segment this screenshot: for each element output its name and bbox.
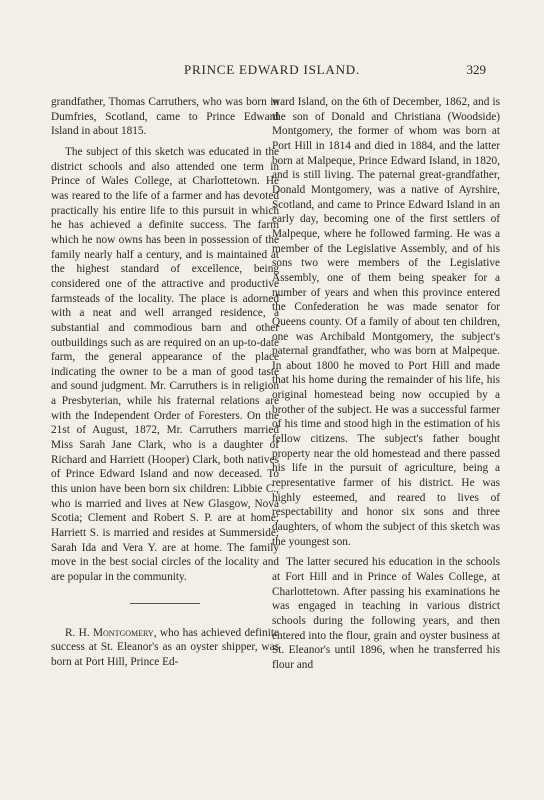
subject-name: R. H. Montgomery, xyxy=(65,626,157,639)
paragraph-montgomery-intro xyxy=(51,626,279,670)
paragraph-carruthers-bio: The subject of this sketch was educated in the district schools and also attended one term in Prince of Wales College, at Charlottetown. He was reared to the life of a farmer and has devoted practically his entire life to this pursuit in which he has achieved a definite success. The farm which he now owns has been in possession of the family nearly half a century, and is maintained at the highest standard of excellence, being considered one of the attractive and productive farmsteads of the locality. The place is adorned with a neat and well arranged residence, a substantial and commodious barn and other outbuildings such as are required on an up-to-date farm, the general appearance of the place indicating the owner to be a man of good taste and sound judgment. Mr. Carruthers is in religion a Presbyterian, while his fraternal relations are with the Independent Order of Foresters. On the 21st of August, 1872, Mr. Carruthers married Miss Sarah Jane Clark, who is a daughter of Richard and Harriett (Hooper) Clark, both natives of Prince Edward Island and now deceased. To this union have been born six children: Libbie C., who is married and lives at New Glasgow, Nova Scotia; Clement and Robert S. P. are at home; Harriett S. is married and resides at Summerside; Sarah Ida and Vera Y. are at home. The family move in the best social circles of the locality and are popular in the community. xyxy=(51,145,279,583)
page-number: 329 xyxy=(466,62,486,77)
paragraph-continuation: grandfather, Thomas Carruthers, who was born in Dumfries, Scotland, came to Prince Edward Island in about 1815. xyxy=(51,96,279,138)
running-title: PRINCE EDWARD ISLAND. xyxy=(183,62,361,77)
paragraph-montgomery-intro-text: who has achieved definite success at St. Eleanor's as an oyster shipper, was born at Port Hill, Prince Ed- xyxy=(51,626,279,668)
right-column xyxy=(272,95,500,673)
page-header xyxy=(0,62,544,82)
paragraph-montgomery-education: The latter secured his education in the schools at Fort Hill and in Prince of Wales College, at Charlottetown. After passing his examinations he was engaged in teaching in various district schools during the following years, and then entered into the flour, grain and oyster business at St. Eleanor's until 1896, when he transferred his flour and xyxy=(272,556,500,671)
paragraph-montgomery-family: ward Island, on the 6th of December, 1862, and is the son of Donald and Christiana (Woodside) Montgomery, the former of whom was born at Port Hill in 1814 and died in 1884, and the latter born at Malpeque, Prince Edward Island, in 1820, and is still living. The paternal great-grandfather, Donald Montgomery, was a native of Ayrshire, Scotland, and came to Prince Edward Island in an early day, becoming one of the first settlers of Malpeque, where he followed farming. He was a member of the Legislative Assembly, and of his sons two were members of the Legislative Assembly, one of them being speaker for a number of years and when this province entered the Confederation he was made senator for Queens county. Of a family of about ten children, one was Archibald Montgomery, the subject's paternal grandfather, who was born at Malpeque. In about 1800 he moved to Port Hill and made that his home during the remainder of his life, his original homestead being now occupied by a brother of the subject. He was a successful farmer of his time and stood high in the estimation of his fellow citizens. The subject's father bought property near the old homestead and there passed his life in the pursuit of agriculture, being a representative farmer of his district. He was highly esteemed, and reared to lives of respectability and honor six sons and three daughters, of whom the subject of this sketch was the youngest son. xyxy=(272,96,500,548)
left-column xyxy=(51,95,279,670)
section-divider xyxy=(130,603,200,604)
